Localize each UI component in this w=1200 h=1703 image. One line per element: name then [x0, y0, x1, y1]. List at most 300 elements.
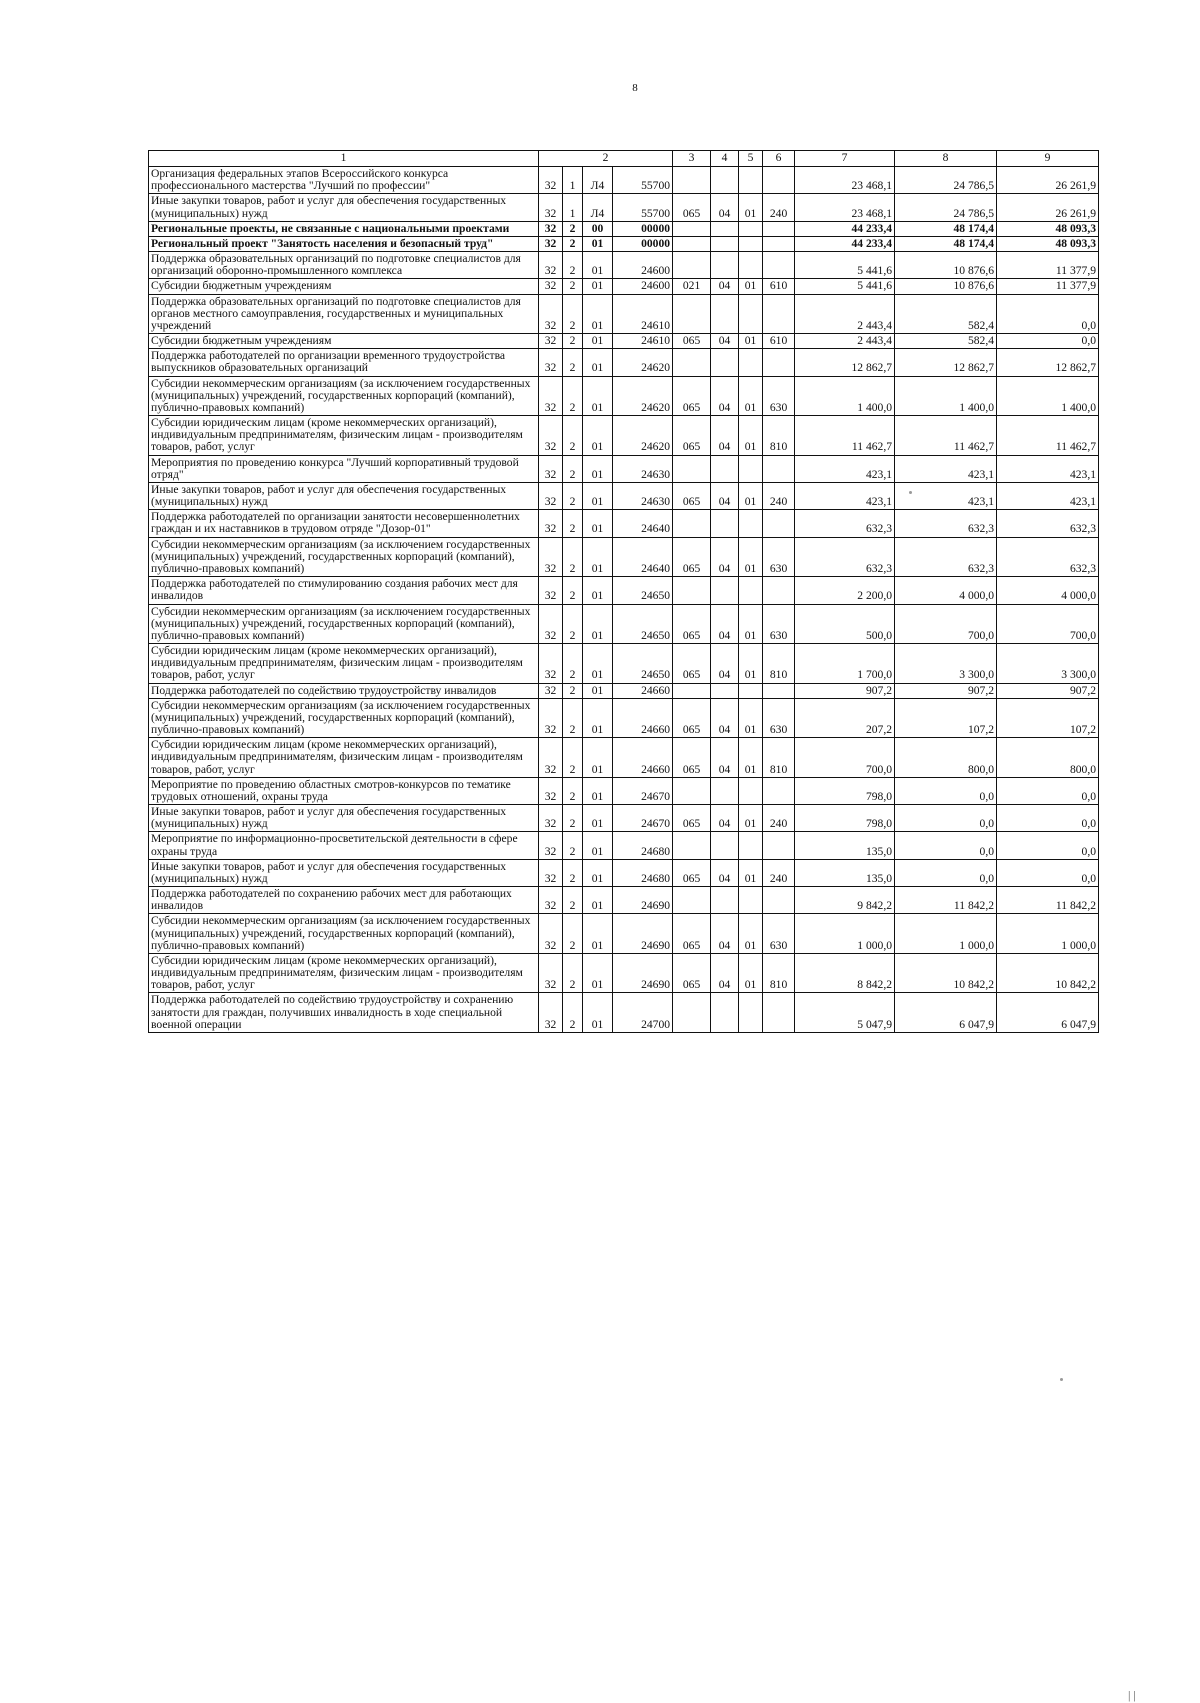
col-3-cell	[673, 510, 711, 537]
row-name: Поддержка работодателей по стимулированию создания рабочих мест для инвалидов	[149, 577, 539, 604]
code-part-1: 32	[539, 252, 563, 279]
col-5-cell: 01	[739, 738, 763, 778]
col-8-value: 632,3	[895, 537, 997, 577]
table-row	[149, 993, 1099, 1033]
code-part-2: 2	[563, 832, 583, 859]
col-8-value: 0,0	[895, 805, 997, 832]
code-part-3: 01	[583, 859, 613, 886]
col-4-cell	[711, 887, 739, 914]
code-part-1: 32	[539, 376, 563, 416]
col-3-cell: 065	[673, 738, 711, 778]
code-part-2: 2	[563, 604, 583, 644]
col-8-value: 1 000,0	[895, 914, 997, 954]
code-part-2: 2	[563, 993, 583, 1033]
col-3-cell	[673, 167, 711, 194]
col-9-value: 907,2	[997, 683, 1099, 698]
code-part-4: 24680	[613, 859, 673, 886]
col-9-value: 11 462,7	[997, 416, 1099, 456]
table-row	[149, 738, 1099, 778]
code-part-2: 2	[563, 510, 583, 537]
col-9-value: 423,1	[997, 455, 1099, 482]
code-part-2: 2	[563, 294, 583, 334]
code-part-3: 01	[583, 738, 613, 778]
code-part-4: 24660	[613, 698, 673, 738]
col-9-value: 4 000,0	[997, 577, 1099, 604]
table-row	[149, 832, 1099, 859]
code-part-3: 01	[583, 993, 613, 1033]
col-6-cell	[763, 993, 795, 1033]
code-part-1: 32	[539, 887, 563, 914]
col-4-cell	[711, 777, 739, 804]
col-7-value: 44 233,4	[795, 236, 895, 251]
col-3-cell: 065	[673, 953, 711, 993]
header-col-3: 3	[673, 151, 711, 167]
col-6-cell: 810	[763, 738, 795, 778]
col-5-cell	[739, 887, 763, 914]
col-5-cell: 01	[739, 604, 763, 644]
col-5-cell	[739, 683, 763, 698]
code-part-4: 00000	[613, 236, 673, 251]
col-4-cell	[711, 221, 739, 236]
col-8-value: 11 462,7	[895, 416, 997, 456]
col-5-cell: 01	[739, 859, 763, 886]
col-5-cell	[739, 221, 763, 236]
code-part-3: 01	[583, 537, 613, 577]
col-5-cell: 01	[739, 416, 763, 456]
row-name: Субсидии некоммерческим организациям (за исключением государственных (муниципальных) учреждений, государственных корпораций (компаний), публично-правовых компаний)	[149, 604, 539, 644]
code-part-4: 24670	[613, 777, 673, 804]
code-part-4: 24690	[613, 953, 673, 993]
col-6-cell: 240	[763, 859, 795, 886]
row-name: Поддержка работодателей по организации занятости несовершеннолетних граждан и их наставников в трудовом отряде "Дозор-01"	[149, 510, 539, 537]
row-name: Иные закупки товаров, работ и услуг для обеспечения государственных (муниципальных) нужд	[149, 194, 539, 221]
code-part-4: 55700	[613, 167, 673, 194]
col-6-cell: 630	[763, 604, 795, 644]
col-7-value: 12 862,7	[795, 349, 895, 376]
col-5-cell	[739, 832, 763, 859]
col-6-cell: 630	[763, 698, 795, 738]
header-col-7: 7	[795, 151, 895, 167]
budget-table	[148, 150, 1099, 1033]
scan-speck	[1060, 1378, 1063, 1381]
code-part-2: 2	[563, 236, 583, 251]
col-7-value: 423,1	[795, 482, 895, 509]
code-part-2: 2	[563, 376, 583, 416]
col-5-cell: 01	[739, 698, 763, 738]
col-3-cell: 065	[673, 482, 711, 509]
col-4-cell: 04	[711, 914, 739, 954]
row-name: Субсидии юридическим лицам (кроме некоммерческих организаций), индивидуальным предпринимателям, физическим лицам - производителям товаров, работ, услуг	[149, 738, 539, 778]
header-col-8: 8	[895, 151, 997, 167]
code-part-2: 2	[563, 777, 583, 804]
header-col-4: 4	[711, 151, 739, 167]
code-part-1: 32	[539, 221, 563, 236]
table-row	[149, 279, 1099, 294]
col-4-cell: 04	[711, 279, 739, 294]
col-9-value: 632,3	[997, 537, 1099, 577]
col-3-cell: 065	[673, 698, 711, 738]
code-part-1: 32	[539, 604, 563, 644]
col-7-value: 9 842,2	[795, 887, 895, 914]
row-name: Региональный проект "Занятость населения и безопасный труд"	[149, 236, 539, 251]
col-7-value: 632,3	[795, 537, 895, 577]
col-9-value: 0,0	[997, 334, 1099, 349]
code-part-2: 2	[563, 279, 583, 294]
col-3-cell: 065	[673, 416, 711, 456]
code-part-3: 01	[583, 279, 613, 294]
code-part-1: 32	[539, 993, 563, 1033]
col-6-cell	[763, 683, 795, 698]
col-6-cell	[763, 887, 795, 914]
table-row	[149, 376, 1099, 416]
code-part-4: 24660	[613, 738, 673, 778]
code-part-4: 24610	[613, 334, 673, 349]
table-row	[149, 914, 1099, 954]
col-3-cell	[673, 221, 711, 236]
row-name: Иные закупки товаров, работ и услуг для обеспечения государственных (муниципальных) нужд	[149, 482, 539, 509]
row-name: Организация федеральных этапов Всероссийского конкурса профессионального мастерства "Лучший по профессии"	[149, 167, 539, 194]
table-header-row	[149, 151, 1099, 167]
col-4-cell	[711, 455, 739, 482]
col-3-cell: 021	[673, 279, 711, 294]
col-4-cell	[711, 832, 739, 859]
col-6-cell: 630	[763, 376, 795, 416]
table-row	[149, 577, 1099, 604]
col-9-value: 0,0	[997, 805, 1099, 832]
code-part-3: 01	[583, 334, 613, 349]
col-9-value: 10 842,2	[997, 953, 1099, 993]
col-7-value: 8 842,2	[795, 953, 895, 993]
col-9-value: 48 093,3	[997, 221, 1099, 236]
col-8-value: 6 047,9	[895, 993, 997, 1033]
table-row	[149, 236, 1099, 251]
col-7-value: 135,0	[795, 832, 895, 859]
col-6-cell	[763, 349, 795, 376]
col-6-cell: 610	[763, 279, 795, 294]
code-part-2: 2	[563, 455, 583, 482]
row-name: Региональные проекты, не связанные с национальными проектами	[149, 221, 539, 236]
code-part-4: 24660	[613, 683, 673, 698]
col-8-value: 0,0	[895, 859, 997, 886]
col-7-value: 798,0	[795, 805, 895, 832]
col-6-cell: 630	[763, 914, 795, 954]
col-4-cell	[711, 683, 739, 698]
col-5-cell: 01	[739, 805, 763, 832]
table-row	[149, 349, 1099, 376]
col-9-value: 26 261,9	[997, 167, 1099, 194]
table-row	[149, 953, 1099, 993]
table-row	[149, 683, 1099, 698]
col-4-cell: 04	[711, 698, 739, 738]
col-6-cell	[763, 221, 795, 236]
col-9-value: 12 862,7	[997, 349, 1099, 376]
col-8-value: 423,1	[895, 482, 997, 509]
col-9-value: 0,0	[997, 294, 1099, 334]
col-8-value: 700,0	[895, 604, 997, 644]
row-name: Субсидии бюджетным учреждениям	[149, 334, 539, 349]
col-8-value: 11 842,2	[895, 887, 997, 914]
col-7-value: 207,2	[795, 698, 895, 738]
code-part-4: 24620	[613, 349, 673, 376]
col-3-cell: 065	[673, 644, 711, 684]
col-4-cell: 04	[711, 859, 739, 886]
code-part-4: 24640	[613, 510, 673, 537]
code-part-4: 24650	[613, 604, 673, 644]
table-row	[149, 416, 1099, 456]
row-name: Субсидии юридическим лицам (кроме некоммерческих организаций), индивидуальным предпринимателям, физическим лицам - производителям товаров, работ, услуг	[149, 416, 539, 456]
col-7-value: 700,0	[795, 738, 895, 778]
row-name: Поддержка работодателей по сохранению рабочих мест для работающих инвалидов	[149, 887, 539, 914]
code-part-1: 32	[539, 194, 563, 221]
col-4-cell	[711, 349, 739, 376]
col-3-cell	[673, 832, 711, 859]
col-9-value: 1 400,0	[997, 376, 1099, 416]
col-7-value: 423,1	[795, 455, 895, 482]
col-7-value: 1 400,0	[795, 376, 895, 416]
code-part-1: 32	[539, 482, 563, 509]
col-5-cell: 01	[739, 482, 763, 509]
col-3-cell: 065	[673, 805, 711, 832]
code-part-1: 32	[539, 832, 563, 859]
col-8-value: 800,0	[895, 738, 997, 778]
col-4-cell	[711, 167, 739, 194]
table-row	[149, 537, 1099, 577]
code-part-2: 1	[563, 194, 583, 221]
code-part-3: 01	[583, 805, 613, 832]
col-6-cell: 240	[763, 805, 795, 832]
table-body	[149, 167, 1099, 1033]
code-part-3: 01	[583, 349, 613, 376]
header-col-9: 9	[997, 151, 1099, 167]
col-9-value: 0,0	[997, 859, 1099, 886]
col-3-cell	[673, 577, 711, 604]
col-8-value: 10 876,6	[895, 252, 997, 279]
col-9-value: 107,2	[997, 698, 1099, 738]
code-part-4: 24680	[613, 832, 673, 859]
col-8-value: 12 862,7	[895, 349, 997, 376]
col-4-cell: 04	[711, 953, 739, 993]
col-8-value: 0,0	[895, 832, 997, 859]
table-row	[149, 604, 1099, 644]
col-7-value: 5 441,6	[795, 279, 895, 294]
col-9-value: 0,0	[997, 832, 1099, 859]
row-name: Поддержка образовательных организаций по подготовке специалистов для органов местного самоуправления, государственных и муниципальных учреждений	[149, 294, 539, 334]
code-part-3: 01	[583, 887, 613, 914]
table-row	[149, 194, 1099, 221]
col-3-cell: 065	[673, 194, 711, 221]
code-part-2: 2	[563, 738, 583, 778]
col-5-cell: 01	[739, 644, 763, 684]
header-col-2: 2	[539, 151, 673, 167]
col-4-cell: 04	[711, 416, 739, 456]
col-5-cell	[739, 236, 763, 251]
code-part-3: 01	[583, 577, 613, 604]
col-3-cell: 065	[673, 537, 711, 577]
code-part-3: 00	[583, 221, 613, 236]
col-8-value: 4 000,0	[895, 577, 997, 604]
col-4-cell	[711, 993, 739, 1033]
code-part-2: 2	[563, 805, 583, 832]
col-6-cell	[763, 236, 795, 251]
code-part-3: 01	[583, 455, 613, 482]
code-part-4: 24690	[613, 887, 673, 914]
col-6-cell: 810	[763, 416, 795, 456]
col-7-value: 135,0	[795, 859, 895, 886]
code-part-2: 2	[563, 221, 583, 236]
table-row	[149, 859, 1099, 886]
row-name: Субсидии юридическим лицам (кроме некоммерческих организаций), индивидуальным предпринимателям, физическим лицам - производителям товаров, работ, услуг	[149, 644, 539, 684]
code-part-3: 01	[583, 376, 613, 416]
col-4-cell: 04	[711, 537, 739, 577]
col-9-value: 632,3	[997, 510, 1099, 537]
header-col-1: 1	[149, 151, 539, 167]
code-part-1: 32	[539, 294, 563, 334]
col-5-cell: 01	[739, 537, 763, 577]
code-part-4: 24670	[613, 805, 673, 832]
code-part-1: 32	[539, 698, 563, 738]
col-9-value: 3 300,0	[997, 644, 1099, 684]
col-7-value: 632,3	[795, 510, 895, 537]
col-8-value: 24 786,5	[895, 194, 997, 221]
table-row	[149, 644, 1099, 684]
code-part-1: 32	[539, 416, 563, 456]
code-part-2: 2	[563, 953, 583, 993]
row-name: Мероприятие по проведению областных смотров-конкурсов по тематике трудовых отношений, охраны труда	[149, 777, 539, 804]
col-3-cell	[673, 236, 711, 251]
col-5-cell: 01	[739, 194, 763, 221]
page-number: 8	[632, 82, 638, 94]
table-row	[149, 805, 1099, 832]
code-part-3: 01	[583, 644, 613, 684]
table-row	[149, 252, 1099, 279]
col-3-cell	[673, 993, 711, 1033]
col-5-cell	[739, 510, 763, 537]
col-6-cell	[763, 294, 795, 334]
col-5-cell: 01	[739, 376, 763, 416]
col-8-value: 107,2	[895, 698, 997, 738]
code-part-2: 2	[563, 644, 583, 684]
table-row	[149, 167, 1099, 194]
code-part-1: 32	[539, 510, 563, 537]
code-part-2: 2	[563, 914, 583, 954]
code-part-4: 24630	[613, 455, 673, 482]
col-4-cell	[711, 252, 739, 279]
col-4-cell: 04	[711, 604, 739, 644]
col-3-cell: 065	[673, 334, 711, 349]
col-6-cell	[763, 167, 795, 194]
col-8-value: 423,1	[895, 455, 997, 482]
code-part-3: Л4	[583, 194, 613, 221]
row-name: Субсидии некоммерческим организациям (за исключением государственных (муниципальных) учреждений, государственных корпораций (компаний), публично-правовых компаний)	[149, 698, 539, 738]
code-part-2: 2	[563, 537, 583, 577]
code-part-2: 2	[563, 698, 583, 738]
col-6-cell: 810	[763, 953, 795, 993]
code-part-3: Л4	[583, 167, 613, 194]
table-row	[149, 482, 1099, 509]
code-part-2: 2	[563, 334, 583, 349]
col-7-value: 5 441,6	[795, 252, 895, 279]
col-3-cell	[673, 294, 711, 334]
code-part-3: 01	[583, 953, 613, 993]
col-8-value: 48 174,4	[895, 221, 997, 236]
code-part-4: 24600	[613, 279, 673, 294]
col-5-cell	[739, 167, 763, 194]
code-part-3: 01	[583, 252, 613, 279]
col-4-cell: 04	[711, 376, 739, 416]
col-6-cell: 240	[763, 194, 795, 221]
code-part-3: 01	[583, 777, 613, 804]
row-name: Поддержка образовательных организаций по подготовке специалистов для организаций оборонно-промышленного комплекса	[149, 252, 539, 279]
code-part-1: 32	[539, 334, 563, 349]
col-9-value: 423,1	[997, 482, 1099, 509]
col-9-value: 800,0	[997, 738, 1099, 778]
code-part-3: 01	[583, 510, 613, 537]
col-3-cell	[673, 683, 711, 698]
scan-edge-marks: | |	[1128, 1688, 1136, 1702]
table-row	[149, 777, 1099, 804]
row-name: Мероприятия по проведению конкурса "Лучший корпоративный трудовой отряд"	[149, 455, 539, 482]
col-9-value: 48 093,3	[997, 236, 1099, 251]
col-9-value: 700,0	[997, 604, 1099, 644]
col-6-cell	[763, 252, 795, 279]
col-5-cell: 01	[739, 334, 763, 349]
row-name: Субсидии некоммерческим организациям (за исключением государственных (муниципальных) учреждений, государственных корпораций (компаний), публично-правовых компаний)	[149, 376, 539, 416]
code-part-2: 2	[563, 349, 583, 376]
col-7-value: 1 000,0	[795, 914, 895, 954]
code-part-4: 24700	[613, 993, 673, 1033]
table-row	[149, 294, 1099, 334]
col-8-value: 907,2	[895, 683, 997, 698]
code-part-1: 32	[539, 859, 563, 886]
col-3-cell	[673, 252, 711, 279]
col-7-value: 23 468,1	[795, 167, 895, 194]
table-row	[149, 887, 1099, 914]
col-9-value: 26 261,9	[997, 194, 1099, 221]
row-name: Поддержка работодателей по содействию трудоустройству и сохранению занятости для граждан, получивших инвалидность в ходе специальной военной операции	[149, 993, 539, 1033]
col-5-cell	[739, 777, 763, 804]
code-part-1: 32	[539, 167, 563, 194]
code-part-1: 32	[539, 953, 563, 993]
row-name: Субсидии бюджетным учреждениям	[149, 279, 539, 294]
col-6-cell	[763, 777, 795, 804]
col-5-cell: 01	[739, 279, 763, 294]
col-3-cell	[673, 349, 711, 376]
code-part-3: 01	[583, 914, 613, 954]
col-6-cell	[763, 832, 795, 859]
col-8-value: 582,4	[895, 334, 997, 349]
col-7-value: 44 233,4	[795, 221, 895, 236]
row-name: Мероприятие по информационно-просветительской деятельности в сфере охраны труда	[149, 832, 539, 859]
code-part-3: 01	[583, 294, 613, 334]
row-name: Поддержка работодателей по организации временного трудоустройства выпускников образовательных организаций	[149, 349, 539, 376]
code-part-2: 2	[563, 577, 583, 604]
col-6-cell: 240	[763, 482, 795, 509]
col-3-cell	[673, 777, 711, 804]
col-6-cell: 610	[763, 334, 795, 349]
col-3-cell: 065	[673, 859, 711, 886]
col-5-cell	[739, 455, 763, 482]
col-8-value: 3 300,0	[895, 644, 997, 684]
col-3-cell	[673, 887, 711, 914]
col-7-value: 798,0	[795, 777, 895, 804]
code-part-2: 2	[563, 887, 583, 914]
table-row	[149, 698, 1099, 738]
row-name: Субсидии юридическим лицам (кроме некоммерческих организаций), индивидуальным предпринимателям, физическим лицам - производителям товаров, работ, услуг	[149, 953, 539, 993]
code-part-1: 32	[539, 914, 563, 954]
col-3-cell: 065	[673, 914, 711, 954]
code-part-1: 32	[539, 644, 563, 684]
col-7-value: 2 200,0	[795, 577, 895, 604]
